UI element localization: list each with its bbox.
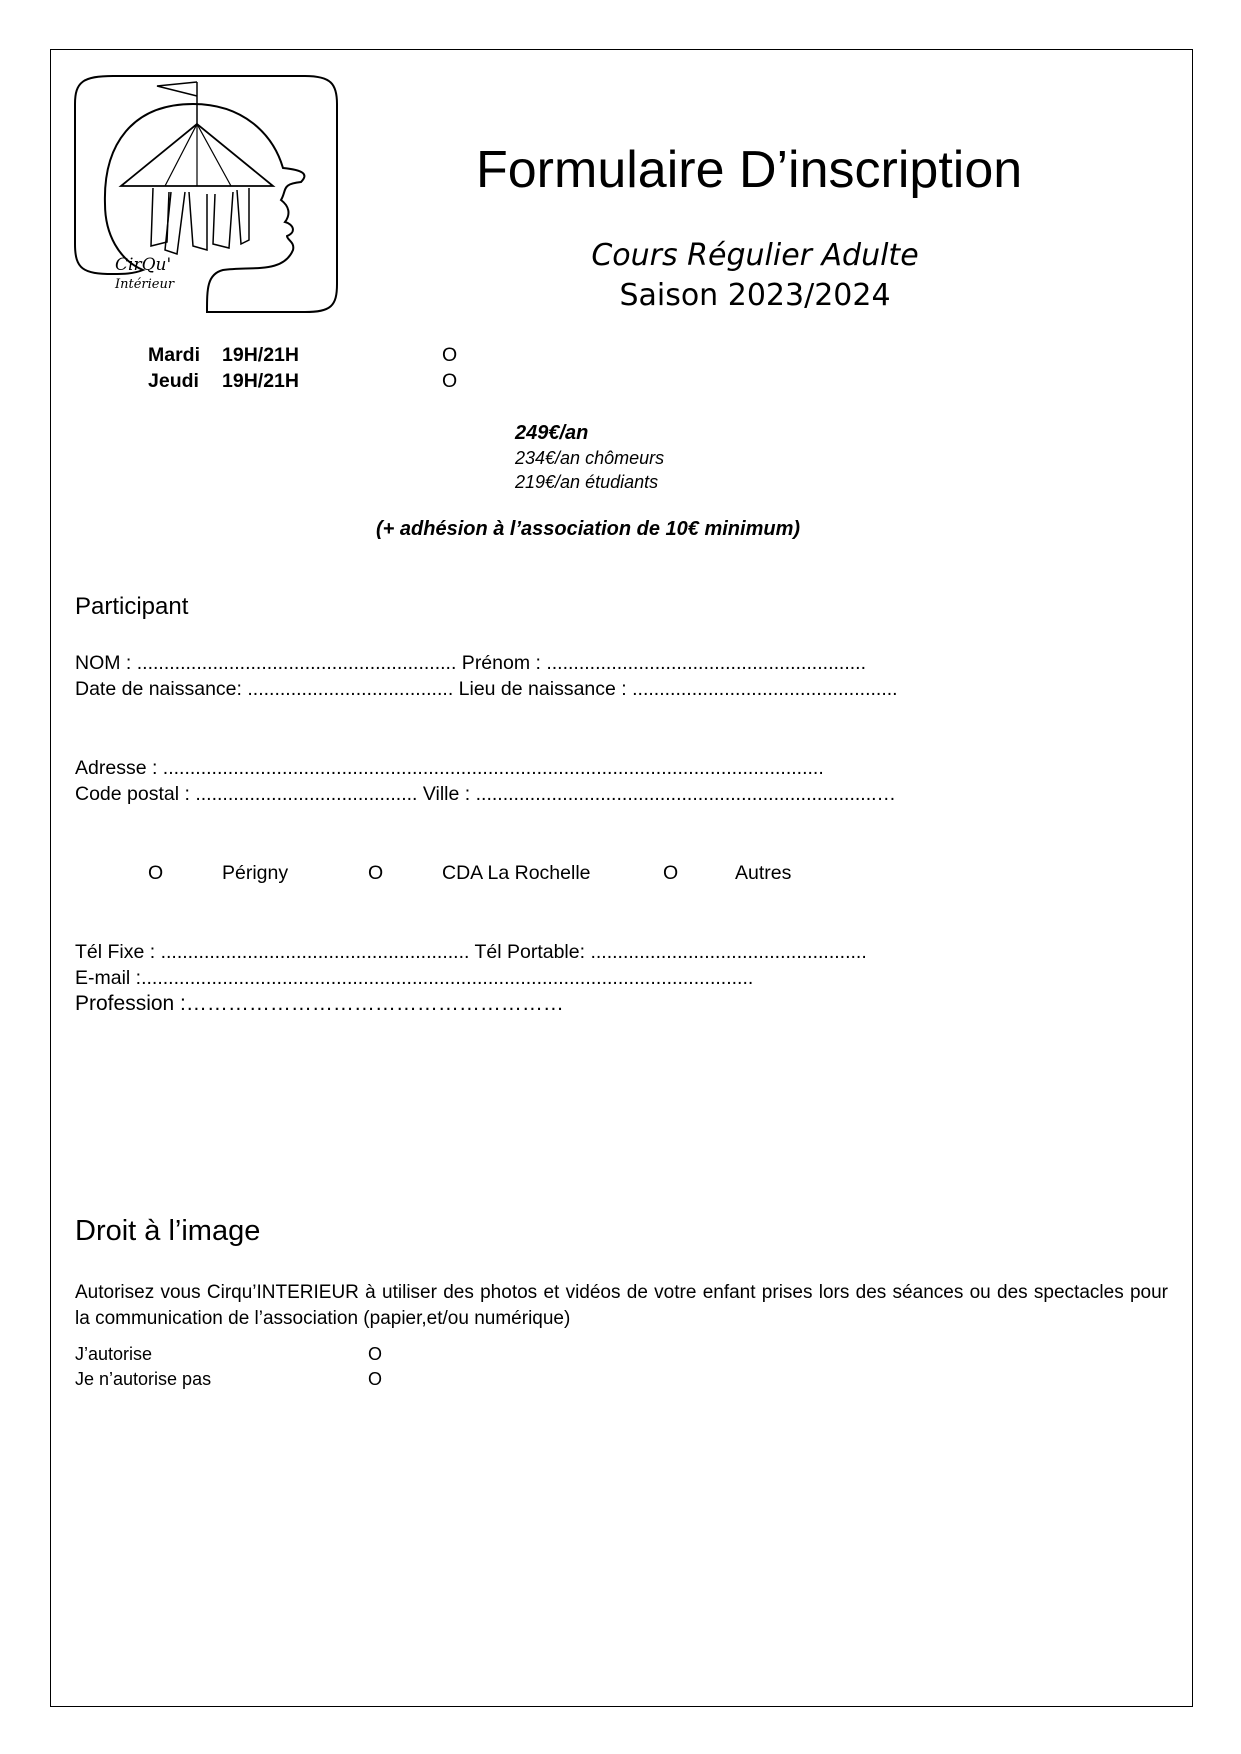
email-field[interactable]: E-mail :................................................................................................................. <box>75 967 754 989</box>
page-title: Formulaire D’inscription <box>476 141 1023 199</box>
birth-date-place-field[interactable]: Date de naissance: ...................................... Lieu de naissance : ................................................. <box>75 678 898 700</box>
postal-city-field[interactable]: Code postal : ......................................... Ville : ..........................................................................… <box>75 783 897 805</box>
location-checkbox-cda[interactable]: O <box>368 862 384 884</box>
course-subtitle: Cours Régulier Adulte <box>591 238 919 273</box>
location-checkbox-autres[interactable]: O <box>663 862 679 884</box>
schedule-checkbox-jeudi[interactable]: O <box>442 370 458 392</box>
location-label-cda: CDA La Rochelle <box>442 862 591 884</box>
price-unemployed: 234€/an chômeurs <box>515 448 665 468</box>
price-students: 219€/an étudiants <box>515 472 659 492</box>
authorize-checkbox[interactable]: O <box>368 1344 383 1364</box>
location-label-perigny: Périgny <box>222 862 289 884</box>
profession-field[interactable]: Profession :……………………………………………… <box>75 992 564 1015</box>
season-label: Saison 2023/2024 <box>619 278 891 313</box>
cirqu-interieur-logo <box>73 74 343 314</box>
phone-field[interactable]: Tél Fixe : ......................................................... Tél Portable: ................................................... <box>75 941 867 963</box>
price-main: 249€/an <box>515 422 589 444</box>
logo-text-cirqu: CirQu' <box>115 255 172 275</box>
location-label-autres: Autres <box>735 862 792 884</box>
image-rights-heading: Droit à l’image <box>75 1215 261 1247</box>
location-checkbox-perigny[interactable]: O <box>148 862 164 884</box>
address-field[interactable]: Adresse : .......................................................................................................................... <box>75 757 824 779</box>
schedule-time-mardi: 19H/21H <box>222 344 299 366</box>
not-authorize-checkbox[interactable]: O <box>368 1369 383 1389</box>
name-firstname-field[interactable]: NOM : ........................................................... Prénom : ........................................................... <box>75 652 866 674</box>
participant-heading: Participant <box>75 593 189 620</box>
schedule-day-jeudi: Jeudi <box>148 370 199 392</box>
schedule-time-jeudi: 19H/21H <box>222 370 299 392</box>
not-authorize-label: Je n’autorise pas <box>75 1369 212 1389</box>
schedule-day-mardi: Mardi <box>148 344 201 366</box>
logo-text-interieur: Intérieur <box>115 277 175 292</box>
authorize-label: J’autorise <box>75 1344 153 1364</box>
schedule-checkbox-mardi[interactable]: O <box>442 344 458 366</box>
image-rights-paragraph: Autorisez vous Cirqu’INTERIEUR à utiliser des photos et vidéos de votre enfant prises lors des séances ou des spectacles pour la communication de l’association (papier,et/ou numérique) <box>75 1282 1168 1329</box>
membership-note: (+ adhésion à l’association de 10€ minimum) <box>376 518 801 540</box>
